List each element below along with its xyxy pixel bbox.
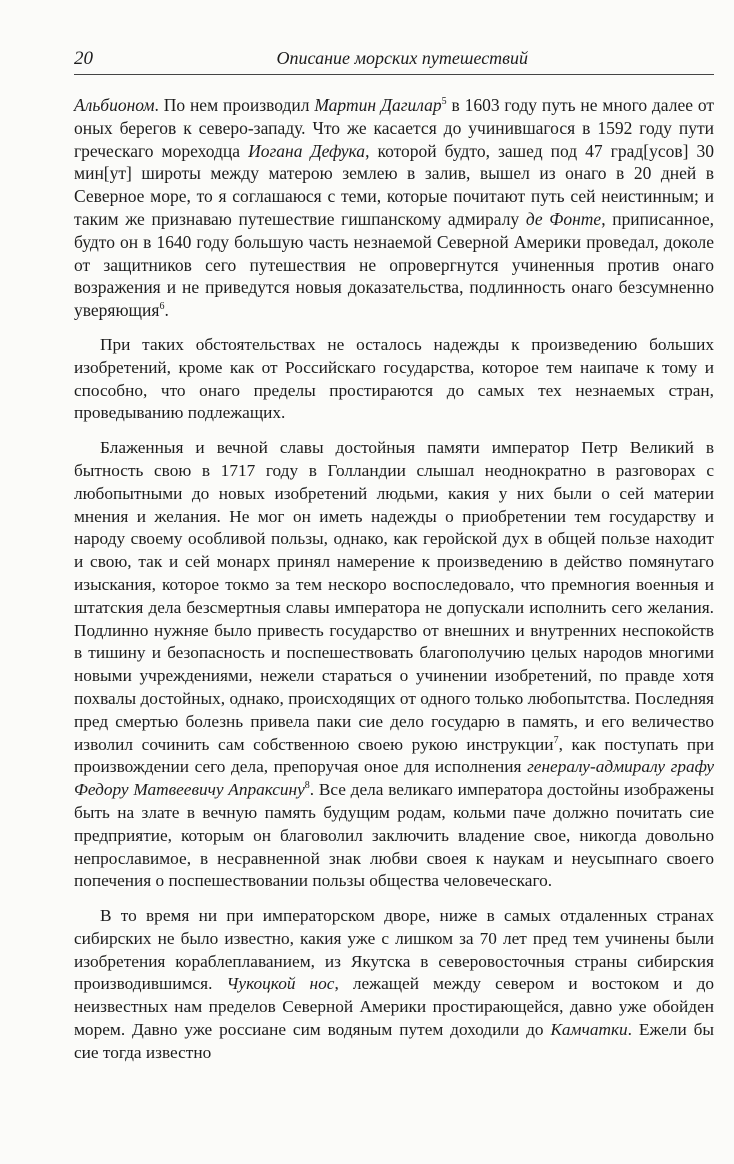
text-run: , которой будто, зашед под 47 град[усов] 30 мин[ут] широты между матерою землею в залив, вышел из онаго в 20 дней в Северное море, то я соглашаюся с теми, которые почитают путь сей неистинным; и таким же признаваю путешествие гишпанскому адмиралу	[74, 140, 714, 229]
footnote-ref: 8	[304, 780, 310, 792]
italic-phrase: Камчатки	[550, 1020, 628, 1040]
text-run: . Ежели бы сие тогда известно	[74, 1020, 714, 1062]
paragraph-4	[74, 905, 714, 1065]
text-run: . Все дела великаго императора достойны изображены быть на злате в вечную память будущим родам, кольми паче должно почитать сие предприятие, которым он благоволил заключить владение свое, никогда довольно непрославимое, в несравненной знак любви своея к наукам и неусыпнаго своего попечения о поспешествовании пользы общества человеческаго.	[74, 780, 714, 891]
text-run: Блаженныя и вечной славы достойныя памяти император Петр Великий в бытность свою в 1717 году в Голландии слышал неоднократно в разговорах с любопытными до новых изобретений людьми, какия у них были о сей материи мнения и желания. Не мог он иметь надежды о приобретении тем государству и народу своему особливой пользы, однако, как геройской дух в общей пользе находит и свою, так и сей монарх принял намерение к произведению в действо помянутаго изыскания, которое токмо за тем нескоро воспоследовало, что премногия военныя и штатския дела безсмертныя славы императора не допускали исполнить сего желания. Подлинно нужняе было привесть государство от внешних и внутренних неспокойств в тишину и безопасность и поспешествовать благополучию целых народов многими новыми учреждениями, нежели стараться о учинении изобретений, по правде хотя похвалы достойных, однако, происходящих от одного только любопытства. Последняя пред смертью болезнь привела паки сие дело государю в память, и его величество изволил сочинить сам собственною своею рукою инструкции	[74, 438, 714, 754]
text-run: , приписанное, будто он в 1640 году большую часть незнаемой Северной Америки проведал, доколе от защитников сего путешествия не опровергнутся учиненныя против онаго возражения и не приведутся новыя доказательства, подлинность онаго безсумненно уверяющия	[74, 208, 714, 321]
italic-phrase: Мартин Дагилар	[314, 95, 442, 115]
italic-phrase: генералу-адмиралу графу Федору Матвеевичу Апраксину	[74, 757, 714, 800]
paragraph-1	[74, 94, 714, 322]
footnote-ref: 5	[441, 96, 447, 108]
text-run: . По нем производил	[154, 95, 315, 115]
page-header	[74, 44, 714, 75]
italic-phrase: Чукоцкой нос	[226, 974, 335, 994]
paragraph-2	[74, 334, 714, 425]
text-run: .	[164, 300, 169, 321]
text-run: в 1603 году путь не много далее от оных берегов к северо-западу. Что же касается до учинившагося в 1592 году пути греческаго мореходца	[74, 95, 714, 161]
text-run: , как поступать при произвождении сего дела, препоручая оное для исполнения	[74, 734, 714, 777]
text-run: В то время ни при императорском дворе, ниже в самых отдаленных странах сибирских не было известно, какия уже с лишком за 70 лет пред тем учинены были изобретения кораблеплаванием, из Якутска в северовосточныя страны сибирския производившимся.	[74, 906, 714, 994]
italic-phrase: де Фонте	[525, 208, 602, 229]
page-number: 20	[74, 48, 93, 69]
text-run: , лежащей между севером и востоком и до неизвестных нам пределов Северной Америки простирающейся, давно уже обойден морем. Давно уже россиане сим водяным путем доходили до	[74, 974, 714, 1040]
footnote-ref: 7	[553, 734, 559, 746]
body-text	[74, 94, 714, 1077]
text-run: При таких обстоятельствах не осталось надежды к произведению больших изобретений, кроме как от Российскаго государства, которое тем наипаче к тому и способно, что онаго пределы простираются до самых тех незнаемых стран, проведыванию подлежащих.	[74, 334, 714, 423]
running-title: Описание морских путешествий	[276, 48, 528, 68]
footnote-ref: 6	[159, 301, 165, 313]
italic-phrase: Альбионом	[74, 95, 155, 115]
italic-phrase: Иогана Дефука	[248, 140, 366, 161]
paragraph-3	[74, 437, 714, 893]
